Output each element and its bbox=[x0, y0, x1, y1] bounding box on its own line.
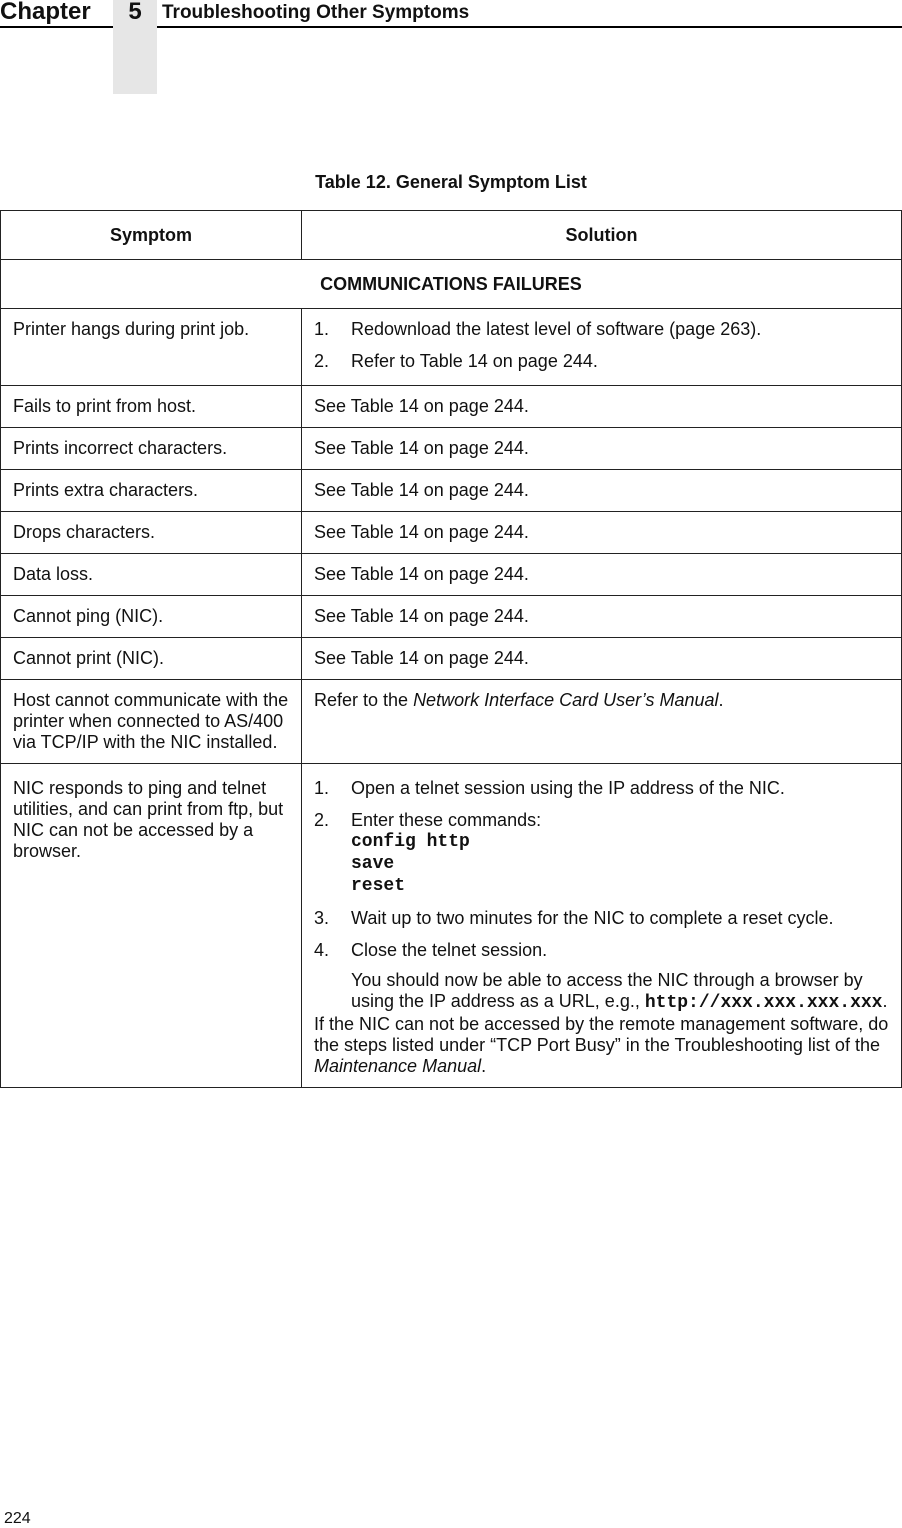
section-heading: COMMUNICATIONS FAILURES bbox=[1, 260, 902, 309]
solution-step bbox=[314, 351, 889, 372]
symptom-cell: Prints incorrect characters. bbox=[1, 428, 302, 470]
step-text: Close the telnet session. bbox=[351, 940, 548, 960]
solution-text: Refer to the bbox=[314, 690, 414, 710]
step-text: Wait up to two minutes for the NIC to complete a reset cycle. bbox=[351, 908, 834, 928]
table-row bbox=[1, 386, 902, 428]
step-number: 1. bbox=[314, 778, 330, 798]
symptom-cell: NIC responds to ping and telnet utilities, and can print from ftp, but NIC can not be accessed by a browser. bbox=[1, 764, 302, 1088]
symptom-cell: Host cannot communicate with the printer when connected to AS/400 via TCP/IP with the NIC installed. bbox=[1, 680, 302, 764]
step-text: Refer to Table 14 on page 244. bbox=[351, 351, 598, 371]
final-text: If the NIC can not be accessed by the remote management software, do the steps listed under “TCP Port Busy” in the Troubleshooting list of the bbox=[314, 1014, 889, 1055]
symptom-cell: Prints extra characters. bbox=[1, 470, 302, 512]
solution-cell: See Table 14 on page 244. bbox=[302, 554, 902, 596]
punctuation: . bbox=[718, 690, 724, 710]
table-row bbox=[1, 470, 902, 512]
table-row bbox=[1, 638, 902, 680]
step-number: 4. bbox=[314, 940, 330, 960]
step-number: 1. bbox=[314, 319, 330, 339]
solution-step bbox=[314, 778, 889, 799]
solution-cell: See Table 14 on page 244. bbox=[302, 386, 902, 428]
section-title: Troubleshooting Other Symptoms bbox=[162, 2, 470, 23]
step-number: 2. bbox=[314, 810, 330, 830]
symptom-cell: Cannot ping (NIC). bbox=[1, 596, 302, 638]
column-header: Symptom bbox=[1, 211, 302, 260]
solution-step bbox=[314, 810, 889, 897]
chapter-label: Chapter bbox=[0, 0, 91, 25]
step-text: Redownload the latest level of software (page 263). bbox=[351, 319, 762, 339]
punctuation: . bbox=[882, 991, 888, 1011]
step-number: 2. bbox=[314, 351, 330, 371]
step-text: Open a telnet session using the IP address of the NIC. bbox=[351, 778, 785, 798]
solution-cell: See Table 14 on page 244. bbox=[302, 470, 902, 512]
table-row bbox=[1, 554, 902, 596]
table-caption: Table 12. General Symptom List bbox=[315, 172, 587, 192]
symptom-cell: Drops characters. bbox=[1, 512, 302, 554]
step-number: 3. bbox=[314, 908, 330, 928]
solution-step bbox=[314, 319, 889, 340]
note-text: You should now be able to access the NIC through a browser by using the IP address as a URL, e.g., bbox=[351, 970, 863, 1011]
solution-cell bbox=[302, 309, 902, 386]
page-number: 224 bbox=[4, 1510, 31, 1527]
symptom-table bbox=[0, 210, 902, 1088]
command: save bbox=[351, 854, 395, 874]
solution-cell: See Table 14 on page 244. bbox=[302, 428, 902, 470]
table-row bbox=[1, 309, 902, 386]
running-header bbox=[0, 0, 902, 28]
solution-step bbox=[314, 908, 889, 929]
note-paragraph bbox=[314, 970, 889, 1014]
column-header: Solution bbox=[302, 211, 902, 260]
symptom-cell: Cannot print (NIC). bbox=[1, 638, 302, 680]
manual-title: Maintenance Manual bbox=[314, 1056, 482, 1076]
symptom-cell: Fails to print from host. bbox=[1, 386, 302, 428]
step-text: Enter these commands: bbox=[351, 810, 542, 830]
solution-cell: See Table 14 on page 244. bbox=[302, 512, 902, 554]
table-row bbox=[1, 512, 902, 554]
section-row bbox=[1, 260, 902, 309]
symptom-cell: Data loss. bbox=[1, 554, 302, 596]
chapter-number: 5 bbox=[128, 0, 142, 25]
solution-step bbox=[314, 940, 889, 961]
command: config http bbox=[351, 832, 470, 852]
chapter-tab bbox=[113, 0, 157, 94]
solution-cell: See Table 14 on page 244. bbox=[302, 596, 902, 638]
table-row bbox=[1, 680, 902, 764]
punctuation: . bbox=[481, 1056, 487, 1076]
example-url: http://xxx.xxx.xxx.xxx bbox=[644, 993, 883, 1013]
solution-cell: See Table 14 on page 244. bbox=[302, 638, 902, 680]
command: reset bbox=[351, 876, 406, 896]
table-row bbox=[1, 596, 902, 638]
table-header-row bbox=[1, 211, 902, 260]
table-row bbox=[1, 764, 902, 1088]
solution-cell bbox=[302, 764, 902, 1088]
symptom-cell: Printer hangs during print job. bbox=[1, 309, 302, 386]
final-paragraph bbox=[314, 1014, 889, 1077]
manual-title: Network Interface Card User’s Manual bbox=[413, 690, 719, 710]
table-row bbox=[1, 428, 902, 470]
solution-cell bbox=[302, 680, 902, 764]
